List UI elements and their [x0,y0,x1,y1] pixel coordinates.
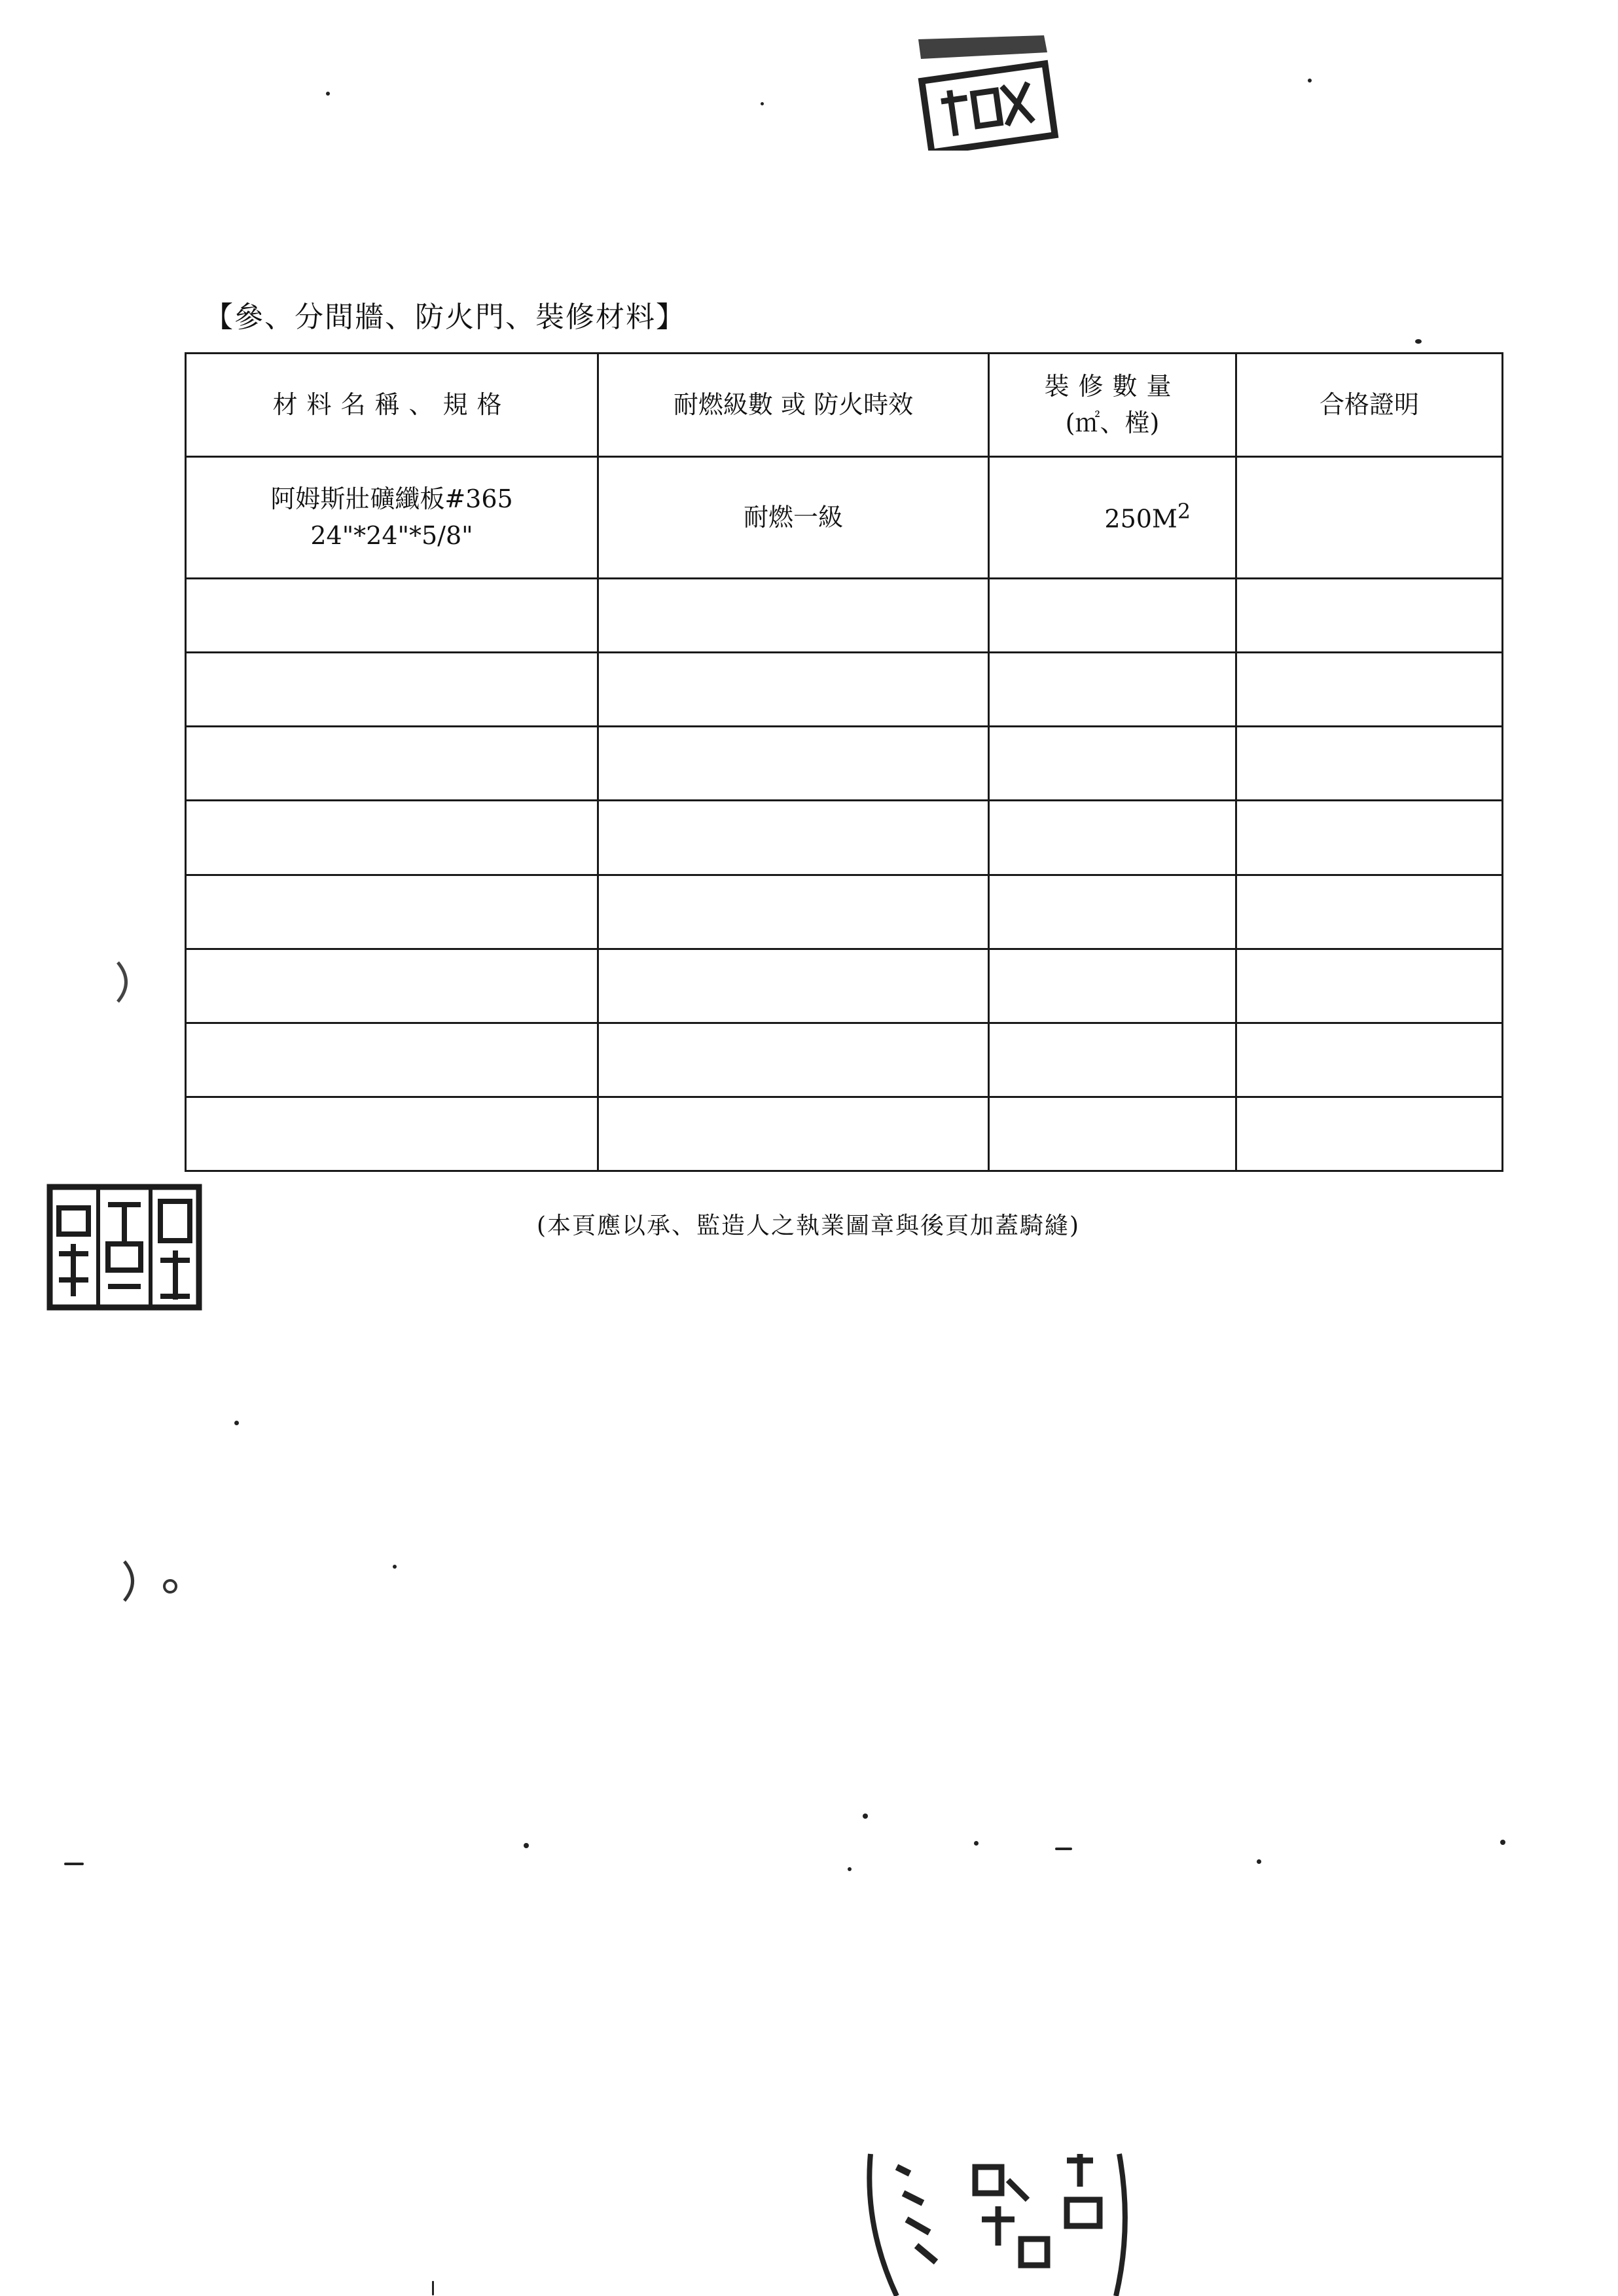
table-row [186,949,1503,1023]
scan-speck [1415,339,1422,344]
cell-material [186,457,598,579]
scan-speck [326,92,330,96]
footnote: (本頁應以承、監造人之執業圖章與後頁加蓋騎縫) [537,1212,1081,1239]
scan-speck [863,1813,868,1819]
table-cell [598,1023,989,1097]
table-row [186,1023,1503,1097]
table-cell [598,949,989,1023]
scan-speck [1055,1848,1072,1850]
scan-speck [761,102,764,105]
table-cell [186,1023,598,1097]
table-cell [989,653,1236,727]
table-cell [989,875,1236,949]
top-seal-stamp [913,33,1064,151]
table-header-row [186,354,1503,457]
table-cell [186,875,598,949]
table-cell [989,801,1236,875]
table-cell [186,579,598,653]
table-cell [1236,949,1503,1023]
table-row [186,457,1503,579]
table-cell [186,949,598,1023]
header-material: 材料名稱、規格 [186,354,598,457]
table-cell [186,653,598,727]
table-cell [989,949,1236,1023]
table-row [186,727,1503,801]
scan-speck [1308,79,1312,82]
table-row [186,579,1503,653]
table-cell [989,1097,1236,1171]
header-quantity-label: 裝修數量 [1044,372,1181,401]
table-row [186,801,1503,875]
material-size: 24"*24"*5/8" [310,520,473,550]
cell-certificate [1236,457,1503,579]
materials-table [185,352,1503,1172]
bottom-registration-seal-stamp [857,2141,1132,2296]
cell-quantity [989,457,1236,579]
scan-speck [974,1841,979,1846]
table-row [186,875,1503,949]
section-title: 【參、分間牆、防火門、裝修材料】 [204,301,686,334]
scan-speck [393,1565,397,1569]
table-row [186,1097,1503,1171]
punch-hole-mark [105,1555,183,1607]
table-cell [1236,1023,1503,1097]
table-cell [1236,1097,1503,1171]
header-certificate: 合格證明 [1236,354,1503,457]
table-cell [598,653,989,727]
cell-rating: 耐燃一級 [598,457,989,579]
scan-speck [848,1867,852,1871]
table-cell [989,579,1236,653]
scan-speck [234,1421,239,1425]
table-cell [989,1023,1236,1097]
scan-speck [432,2281,434,2295]
table-row [186,653,1503,727]
header-quantity [989,354,1236,457]
table-cell [1236,801,1503,875]
left-architect-seal-stamp [46,1182,203,1313]
scan-speck [524,1843,529,1848]
table-cell [1236,653,1503,727]
header-rating: 耐燃級數 或 防火時效 [598,354,989,457]
table-cell [186,801,598,875]
header-quantity-unit: (㎡、樘) [1065,408,1160,437]
material-name: 阿姆斯壯礦纖板#365 [270,484,513,514]
table-cell [186,1097,598,1171]
punch-hole-mark [105,956,144,1008]
table-cell [598,875,989,949]
table-cell [989,727,1236,801]
scan-speck [64,1863,84,1865]
scan-speck [1500,1840,1505,1845]
table-cell [598,1097,989,1171]
quantity-superscript: 2 [1177,500,1191,524]
scan-speck [1257,1859,1261,1864]
table-cell [1236,579,1503,653]
quantity-value: 250M [1104,504,1178,534]
table-cell [186,727,598,801]
table-cell [598,727,989,801]
table-cell [598,801,989,875]
table-cell [598,579,989,653]
table-cell [1236,727,1503,801]
table-cell [1236,875,1503,949]
